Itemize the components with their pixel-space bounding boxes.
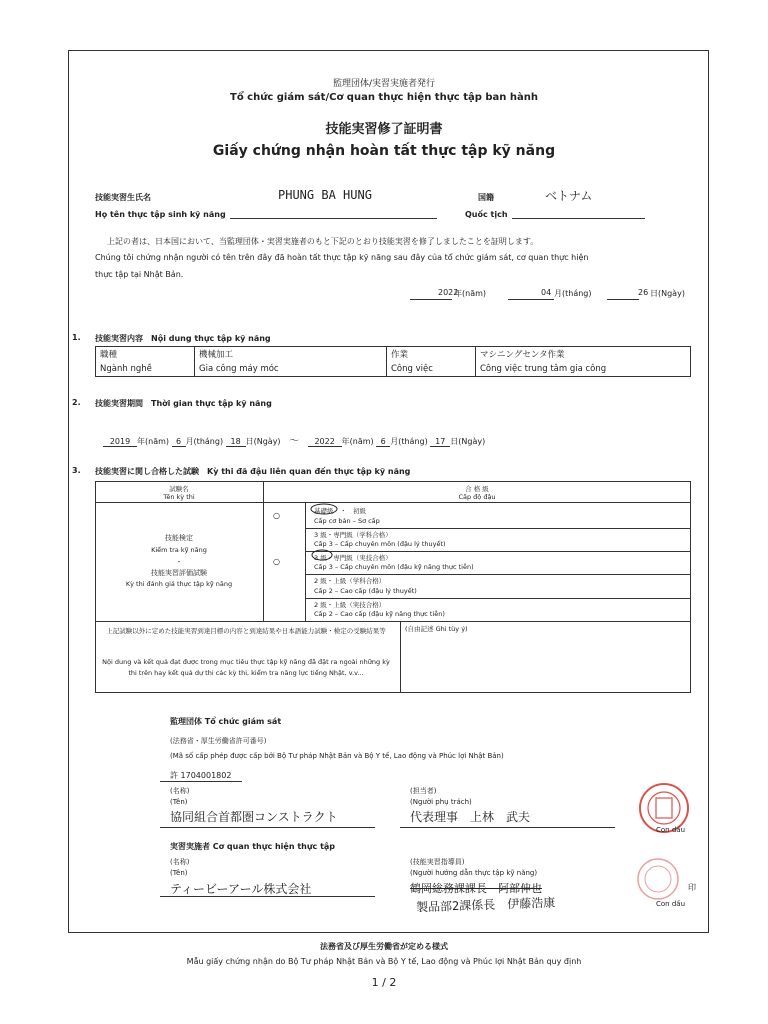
faint-seal-stamp bbox=[628, 857, 688, 905]
implementer-org-name: ティービーアール株式会社 bbox=[170, 882, 312, 896]
col-exam-vi: Tên kỳ thi bbox=[163, 493, 195, 501]
period-row: 2019 年(năm) 6 月(tháng) 18 日(Ngày) ～ 2022 年(năm) 6 月(tháng) 17 日(Ngày) bbox=[103, 432, 485, 447]
nationality-label-ja: 国籍 bbox=[478, 193, 494, 202]
section1-num: 1. bbox=[72, 333, 81, 342]
exam2-vi: Kỳ thi đánh giá thực tập kỹ năng bbox=[125, 580, 233, 588]
section2-title: 技能実習期間 Thời gian thực tập kỹ năng bbox=[95, 399, 272, 408]
level-1-vi: Cấp cơ bản – Sơ cấp bbox=[314, 517, 380, 525]
section2-num: 2. bbox=[72, 398, 81, 407]
statement-vi-1: Chúng tôi chứng nhận người có tên trên đây đã hoàn tất thực tập kỹ năng sau đây của tổ chức giám sát, cơ quan thực hiện bbox=[95, 253, 589, 262]
nationality-label-vi: Quốc tịch bbox=[465, 210, 508, 219]
job-label-vi: Ngành nghề bbox=[96, 362, 195, 377]
level3-mark: ○ bbox=[273, 557, 280, 566]
work-label-ja: 作業 bbox=[387, 347, 476, 362]
level-5-vi: Cấp 2 – Cao cấp (đậu kỹ năng thực tiễn) bbox=[314, 610, 445, 618]
end-month: 6 bbox=[376, 437, 390, 447]
statement-vi-2: thực tập tại Nhật Bản. bbox=[95, 270, 184, 279]
start-month: 6 bbox=[172, 437, 186, 447]
footer-form-ja: 法務省及び厚生労働省が定める様式 bbox=[320, 942, 448, 951]
statement-ja: 上記の者は、日本国において、当監理団体・実習実施者のもと下記のとおり技能実習を修了しましたことを証明します。 bbox=[107, 237, 539, 246]
instructor-handwritten-name: 製品部2課係長 伊藤浩康 bbox=[415, 895, 556, 915]
permit-number: 許 1704001802 bbox=[170, 771, 232, 780]
permit-label-vi: (Mã số cấp phép được cấp bởi Bộ Tư pháp Nhật Bản và Bộ Y tế, Lao động và Phúc lợi Nhật Bản) bbox=[170, 752, 504, 760]
issuer-ja: 監理団体/実習実施者発行 bbox=[332, 79, 436, 89]
col-exam-ja: 試験名 bbox=[169, 485, 189, 493]
exam1-vi: Kiểm tra kỹ năng bbox=[151, 546, 207, 554]
level-5-ja: 2 級・上級（実技合格） bbox=[314, 601, 386, 609]
level1-mark: ○ bbox=[273, 511, 280, 520]
start-day: 18 bbox=[226, 437, 246, 447]
permit-label-ja: (法務省・厚生労働省許可番号) bbox=[170, 737, 267, 745]
issue-month-label: 月(tháng) bbox=[554, 289, 592, 298]
implementer-name-label-vi: (Tên) bbox=[170, 869, 188, 877]
implementer-title: 実習実施者 Cơ quan thực hiện thực tập bbox=[170, 842, 336, 851]
job-table bbox=[95, 346, 691, 377]
exam1-ja: 技能検定 bbox=[165, 534, 193, 542]
supervisor-org-name: 協同組合首都圏コンストラクト bbox=[170, 810, 338, 824]
start-year: 2019 bbox=[103, 437, 137, 447]
trainee-name-value: PHUNG BA HUNG bbox=[278, 188, 372, 202]
instructor-label-ja: (技能実習指導員) bbox=[410, 858, 465, 866]
end-day: 17 bbox=[430, 437, 450, 447]
level-2-vi: Cấp 3 – Cấp chuyên môn (đậu lý thuyết) bbox=[314, 540, 446, 548]
job-label-ja: 職種 bbox=[96, 347, 195, 362]
col-level-ja: 合 格 級 bbox=[465, 485, 489, 493]
instructor-label-vi: (Người hướng dẫn thực tập kỹ năng) bbox=[410, 869, 538, 877]
issue-month: 04 bbox=[541, 288, 552, 297]
implementer-seal-char: 印 bbox=[688, 883, 696, 892]
level-2-ja: 3 級・専門級（学科合格） bbox=[314, 531, 392, 539]
title-ja: 技能実習修了証明書 bbox=[325, 122, 443, 137]
level-3-ja: 3 級・専門級（実技合格） bbox=[314, 554, 392, 562]
instructor-struck-name: 鶴岡総務課課長 阿部伸也 bbox=[410, 882, 542, 895]
job-value-vi: Gia công máy móc bbox=[195, 362, 387, 377]
issue-day: 26 bbox=[638, 288, 649, 297]
supervisor-seal-label: Con dấu bbox=[656, 826, 686, 834]
section1-title: 技能実習内容 Nội dung thực tập kỹ năng bbox=[95, 334, 271, 343]
implementer-seal-label: Con dấu bbox=[656, 900, 686, 908]
issuer-vi: Tổ chức giám sát/Cơ quan thực hiện thực tập ban hành bbox=[230, 92, 538, 103]
trainee-name-label-ja: 技能実習生氏名 bbox=[95, 193, 151, 202]
trainee-name-label-vi: Họ tên thực tập sinh kỹ năng bbox=[95, 210, 226, 219]
section3-title: 技能実習に関し合格した試験 Kỳ thi đã đậu liên quan đến thực tập kỹ năng bbox=[95, 467, 411, 476]
supervisor-title: 監理団体 Tổ chức giám sát bbox=[170, 717, 282, 726]
job-value-ja: 機械加工 bbox=[195, 347, 387, 362]
nationality-underline bbox=[512, 218, 645, 219]
col-level-vi: Cấp độ đậu bbox=[458, 493, 496, 501]
issue-day-label: 日(Ngày) bbox=[650, 289, 685, 298]
footer-form-vi: Mẫu giấy chứng nhận do Bộ Tư pháp Nhật Bản và Bộ Y tế, Lao động và Phúc lợi Nhật Bản quy định bbox=[186, 957, 582, 966]
supervisor-name-label-vi: (Tên) bbox=[170, 798, 188, 806]
work-value-vi: Công việc trung tâm gia công bbox=[476, 362, 691, 377]
implementer-name-label-ja: (名称) bbox=[170, 858, 190, 866]
level-4-vi: Cấp 2 – Cao cấp (đậu lý thuyết) bbox=[314, 587, 417, 595]
other-results-ja: 上記試験以外に定めた技能実習到達目標の内容と到達結果や日本語能力試験・検定の受験結果等 bbox=[106, 627, 386, 635]
work-value-ja: マシニングセンタ作業 bbox=[476, 347, 691, 362]
supervisor-person-label-vi: (Người phụ trách) bbox=[410, 798, 472, 806]
work-label-vi: Công việc bbox=[387, 362, 476, 377]
name-underline bbox=[230, 218, 437, 219]
level-4-ja: 2 級・上級（学科合格） bbox=[314, 577, 386, 585]
free-description-label: (自由記述 Ghi tùy ý) bbox=[405, 625, 468, 633]
supervisor-person-value: 代表理事 上林 武夫 bbox=[410, 810, 531, 824]
exam2-ja: 技能実習評価試験 bbox=[151, 569, 207, 577]
level-3-vi: Cấp 3 – Cấp chuyên môn (đậu kỹ năng thực tiễn) bbox=[314, 563, 474, 571]
end-year: 2022 bbox=[308, 437, 342, 447]
issue-year-label: 年(năm) bbox=[454, 289, 487, 298]
title-vi: Giấy chứng nhận hoàn tất thực tập kỹ năng bbox=[212, 143, 556, 159]
supervisor-name-label-ja: (名称) bbox=[170, 787, 190, 795]
other-results-vi: Nội dung và kết quả đạt được trong mục tiêu thực tập kỹ năng đã đặt ra ngoài những kỳ thi trên hay kết quả dự thi các kỳ thi, kiểm tra năng lực tiếng Nhật, v.v... bbox=[102, 658, 390, 677]
section3-num: 3. bbox=[72, 466, 81, 475]
supervisor-person-label-ja: (担当者) bbox=[410, 787, 437, 795]
page-number: 1 / 2 bbox=[371, 976, 397, 989]
issue-year: 2022 bbox=[438, 288, 459, 297]
level-1-ja: 基礎級 ・ 初級 bbox=[314, 507, 366, 515]
nationality-value: ベトナム bbox=[545, 189, 593, 203]
handdrawn-circles bbox=[305, 500, 345, 575]
